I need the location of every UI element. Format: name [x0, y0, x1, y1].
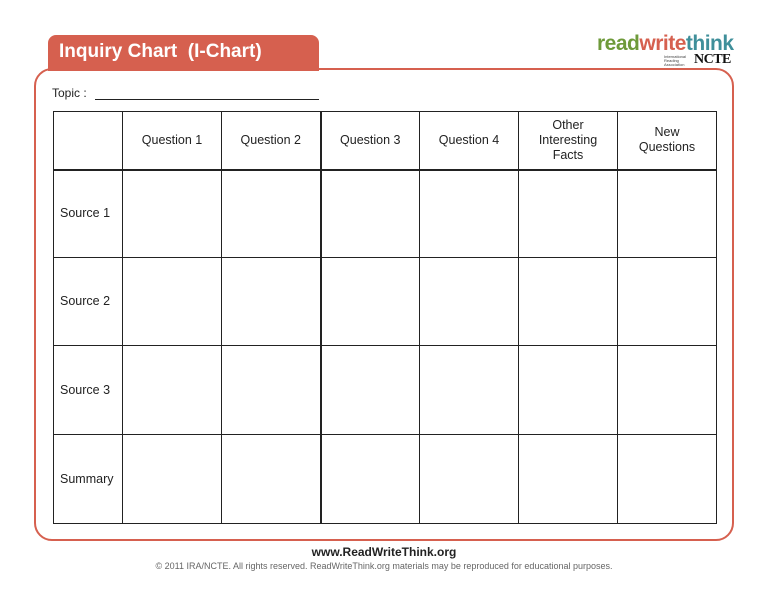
- table-cell[interactable]: [222, 170, 321, 258]
- header-cell-question-4: Question 4: [420, 112, 519, 170]
- topic-label: Topic :: [52, 86, 87, 100]
- logo-read: read: [597, 32, 640, 55]
- table-cell[interactable]: [618, 170, 717, 258]
- table-cell[interactable]: [321, 170, 420, 258]
- header-cell-question-1: Question 1: [123, 112, 222, 170]
- table-cell[interactable]: [123, 346, 222, 435]
- table-cell[interactable]: [618, 435, 717, 524]
- row-label-summary: Summary: [54, 435, 123, 524]
- header-cell-question-3: Question 3: [321, 112, 420, 170]
- table-cell[interactable]: [123, 170, 222, 258]
- footer-copyright: © 2011 IRA/NCTE. All rights reserved. ReadWriteThink.org materials may be reproduced for educational purposes.: [155, 561, 613, 571]
- header-row: [54, 112, 717, 170]
- table-cell[interactable]: [321, 258, 420, 346]
- logo-write: write: [639, 32, 686, 55]
- logo-think: think: [685, 32, 734, 55]
- table-cell[interactable]: [519, 435, 618, 524]
- ncte-logo-text: NCTE: [694, 52, 731, 67]
- table-cell[interactable]: [321, 435, 420, 524]
- table-cell[interactable]: [222, 346, 321, 435]
- topic-input-line[interactable]: [95, 99, 319, 100]
- table-cell[interactable]: [420, 258, 519, 346]
- table-cell[interactable]: [519, 346, 618, 435]
- table-cell[interactable]: [321, 346, 420, 435]
- table-cell[interactable]: [618, 258, 717, 346]
- table-row: [54, 435, 717, 524]
- table-cell[interactable]: [618, 346, 717, 435]
- header-cell-question-2: Question 2: [222, 112, 321, 170]
- page-title: Inquiry Chart (I-Chart): [48, 35, 319, 71]
- row-label-source-2: Source 2: [54, 258, 123, 346]
- table-row: [54, 346, 717, 435]
- table-row: [54, 170, 717, 258]
- table-cell[interactable]: [420, 346, 519, 435]
- table-cell[interactable]: [123, 258, 222, 346]
- readwritethink-logo: [597, 33, 737, 69]
- table-cell[interactable]: [420, 435, 519, 524]
- row-label-source-1: Source 1: [54, 170, 123, 258]
- table-cell[interactable]: [519, 258, 618, 346]
- table-cell[interactable]: [420, 170, 519, 258]
- row-label-source-3: Source 3: [54, 346, 123, 435]
- header-cell-other-interesting-facts: [519, 112, 618, 170]
- header-label-other-interesting-facts: Other Interesting Facts: [538, 117, 598, 162]
- footer-url: www.ReadWriteThink.org: [311, 545, 457, 559]
- header-label-new-questions: New Questions: [638, 125, 696, 155]
- table-cell[interactable]: [222, 258, 321, 346]
- table-cell[interactable]: [519, 170, 618, 258]
- header-cell-corner: [54, 112, 123, 170]
- inquiry-chart-table: [53, 111, 717, 524]
- header-cell-new-questions: [618, 112, 717, 170]
- logo-partners: [664, 53, 734, 67]
- ira-logo-text: International Reading Association: [664, 54, 687, 67]
- table-cell[interactable]: [123, 435, 222, 524]
- table-cell[interactable]: [222, 435, 321, 524]
- table-row: [54, 258, 717, 346]
